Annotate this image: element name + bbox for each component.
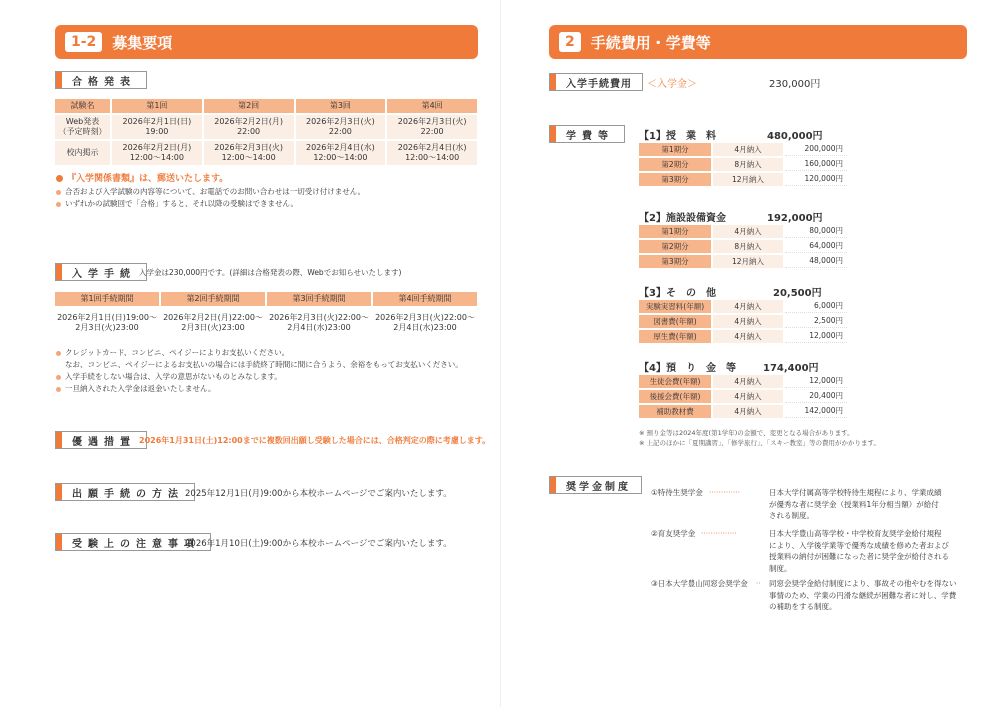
fee-amount: 120,000円 <box>785 173 847 186</box>
fee-amount: 64,000円 <box>785 240 847 253</box>
fee-month: 4月納入 <box>713 390 783 403</box>
fee-amount: 2,500円 <box>785 315 847 328</box>
heading-exam: 受験上の注意事項 <box>55 533 211 551</box>
cell-time: 12:00〜14:00 <box>221 153 276 162</box>
procedure-notes <box>56 347 486 395</box>
cell-start: 2026年2月2日(月)22:00〜 <box>163 313 263 322</box>
fee-amount: 20,400円 <box>785 390 847 403</box>
procedure-intro: 入学金は230,000円です。(詳細は合格発表の際、Webでお知らせいたします) <box>139 268 402 277</box>
fee-month: 4月納入 <box>713 405 783 418</box>
results-col-4: 第4回 <box>387 99 477 113</box>
desc-line: 日本大学付属高等学校特待生規程により、学業成績 <box>769 488 942 497</box>
table-row <box>639 255 847 268</box>
fee-group-title: 【1】授 業 料 <box>639 131 716 142</box>
note-item: 入学手続をしない場合は、入学の意思がないものとみなします。 <box>65 372 282 381</box>
fee-amount: 80,000円 <box>785 225 847 238</box>
row-label: 校内掲示 <box>66 148 99 157</box>
fee-table-facility <box>637 223 849 270</box>
heading-entry-fee: 入学手続費用 <box>549 73 643 91</box>
cell-time: 19:00 <box>145 127 169 136</box>
cell-date: 2026年2月2日(月) <box>122 143 192 152</box>
fee-note: ※ 預り金等は2024年度(第1学年)の金額で、変更となる場合があります。 <box>639 429 854 437</box>
procedure-col-1: 第1回手続期間 <box>55 292 159 306</box>
cell-time: 12:00〜14:00 <box>405 153 460 162</box>
results-col-2: 第2回 <box>204 99 294 113</box>
scholarship-name: ①特待生奨学金 <box>651 488 703 497</box>
table-row <box>639 315 847 328</box>
cell-time: 12:00〜14:00 <box>313 153 368 162</box>
banner-title: 手続費用・学費等 <box>590 33 711 52</box>
fee-item: 第3期分 <box>639 173 711 186</box>
fee-group-total: 174,400円 <box>763 363 819 374</box>
leader-dots: ·· <box>756 579 761 588</box>
cell-end: 2月4日(水)23:00 <box>393 323 457 332</box>
leader-dots: ··············· <box>701 529 737 538</box>
fee-amount: 6,000円 <box>785 300 847 313</box>
fee-month: 12月納入 <box>713 173 783 186</box>
row-sublabel: （予定時刻） <box>58 127 107 136</box>
fee-note: ※ 上記のほかに「夏期講習」、「修学旅行」、「スキー教室」等の費用がかかります。 <box>639 439 880 448</box>
bullet-icon <box>56 175 63 182</box>
fee-table-tuition <box>637 141 849 188</box>
desc-line: 制度。 <box>769 563 792 573</box>
cell-time: 12:00〜14:00 <box>129 153 184 162</box>
cell-time: 22:00 <box>420 127 444 136</box>
heading-apply: 出願手続の方法 <box>55 483 195 501</box>
fee-amount: 48,000円 <box>785 255 847 268</box>
fee-item: 後援会費(年額) <box>639 390 711 403</box>
fee-item: 補助教材費 <box>639 405 711 418</box>
desc-line: 同窓会奨学金給付制度により、事故その他やむを得ない <box>769 579 957 588</box>
scholarship-name: ③日本大学豊山同窓会奨学金 <box>651 579 748 588</box>
entry-amount: 230,000円 <box>769 79 821 90</box>
table-row <box>639 375 847 388</box>
cell-date: 2026年2月4日(水) <box>305 143 375 152</box>
heading-procedure: 入学手続 <box>55 263 147 281</box>
fee-month: 4月納入 <box>713 330 783 343</box>
heading-results: 合格発表 <box>55 71 147 89</box>
section-banner-fees <box>549 25 967 59</box>
heading-preference: 優遇措置 <box>55 431 147 449</box>
cell-end: 2月3日(火)23:00 <box>181 323 245 332</box>
fee-amount: 12,000円 <box>785 330 847 343</box>
section-banner-admission <box>55 25 478 59</box>
cell-start: 2026年2月1日(日)19:00〜 <box>57 313 157 322</box>
desc-line: により、入学後学業等で優秀な成績を修めた者および <box>769 540 949 550</box>
row-label: Web発表 <box>65 117 100 126</box>
fee-group-title: 【2】施設設備資金 <box>639 213 726 224</box>
fee-month: 4月納入 <box>713 225 783 238</box>
scholarship-desc <box>769 487 942 522</box>
fee-amount: 200,000円 <box>785 143 847 156</box>
entry-label: ＜入学金＞ <box>647 79 697 90</box>
note-item: なお、コンビニ、ペイジーによるお支払いの場合には手続終了時間に間に合うよう、余裕をもってお支払いください。 <box>65 360 463 369</box>
cell-date: 2026年2月3日(火) <box>305 117 375 126</box>
scholarship-desc <box>769 578 957 613</box>
fee-group-title: 【4】預 り 金 等 <box>639 363 736 374</box>
desc-line: 事情のため、学業の円滑な継続が困難な者に対し、学費 <box>769 590 957 600</box>
fee-amount: 12,000円 <box>785 375 847 388</box>
desc-line: される制度。 <box>769 511 814 521</box>
cell-end: 2月4日(水)23:00 <box>287 323 351 332</box>
results-notes <box>56 172 486 210</box>
fee-item: 実験実習料(年額) <box>639 300 711 313</box>
fee-item: 第1期分 <box>639 143 711 156</box>
cell-start: 2026年2月3日(火)22:00〜 <box>375 313 475 322</box>
fee-month: 4月納入 <box>713 315 783 328</box>
cell-end: 2月3日(火)23:00 <box>75 323 139 332</box>
cell-date: 2026年2月2日(月) <box>214 117 284 126</box>
desc-line: 授業料の納付が困難になった者に奨学金が給付される <box>769 552 949 562</box>
fee-group-title: 【3】そ の 他 <box>639 288 716 299</box>
cell-time: 22:00 <box>328 127 352 136</box>
table-row <box>639 330 847 343</box>
fee-item: 第2期分 <box>639 240 711 253</box>
procedure-col-2: 第2回手続期間 <box>161 292 265 306</box>
scholarship-name: ②育友奨学金 <box>651 529 696 538</box>
heading-scholarship: 奨学金制度 <box>549 476 642 494</box>
fee-month: 4月納入 <box>713 143 783 156</box>
cell-start: 2026年2月3日(火)22:00〜 <box>269 313 369 322</box>
fee-notes <box>639 428 880 449</box>
fee-table-other <box>637 298 849 345</box>
desc-line: が優秀な者に奨学金（授業料1年分相当額）が給付 <box>769 499 939 509</box>
cell-date: 2026年2月3日(火) <box>214 143 284 152</box>
procedure-col-3: 第3回手続期間 <box>267 292 371 306</box>
note-item: 一旦納入された入学金は返金いたしません。 <box>65 384 216 393</box>
table-row <box>639 240 847 253</box>
fee-month: 8月納入 <box>713 240 783 253</box>
table-row <box>639 143 847 156</box>
table-row <box>55 308 477 338</box>
note-item: 合否および入学試験の内容等について、お電話でのお問い合わせは一切受け付けません。 <box>65 187 366 197</box>
bullet-icon <box>56 387 61 392</box>
table-row <box>639 158 847 171</box>
preference-text: 2026年1月31日(土)12:00までに複数回出願し受験した場合には、合格判定の際に考慮します。 <box>139 436 491 445</box>
desc-line: の補助をする制度。 <box>769 602 837 612</box>
fee-amount: 142,000円 <box>785 405 847 418</box>
fee-item: 第3期分 <box>639 255 711 268</box>
cell-date: 2026年2月4日(水) <box>397 143 467 152</box>
fee-item: 厚生費(年額) <box>639 330 711 343</box>
note-item: クレジットカード、コンビニ、ペイジーによりお支払いください。 <box>65 348 290 357</box>
desc-line: 日本大学豊山高等学校・中学校育友奨学金給付規程 <box>769 529 942 538</box>
fee-month: 8月納入 <box>713 158 783 171</box>
fee-group-total: 480,000円 <box>767 131 823 142</box>
cell-time: 22:00 <box>237 127 261 136</box>
banner-number: 1-2 <box>65 32 102 52</box>
results-col-3: 第3回 <box>296 99 386 113</box>
fee-item: 第2期分 <box>639 158 711 171</box>
fee-item: 第1期分 <box>639 225 711 238</box>
fee-month: 4月納入 <box>713 375 783 388</box>
bullet-icon <box>56 351 61 356</box>
table-row <box>639 390 847 403</box>
scholarship-desc <box>769 528 949 575</box>
banner-number: 2 <box>559 32 581 52</box>
results-col-1: 第1回 <box>112 99 202 113</box>
table-row <box>55 115 477 139</box>
bullet-icon <box>56 375 61 380</box>
fee-month: 4月納入 <box>713 300 783 313</box>
procedure-col-4: 第4回手続期間 <box>373 292 477 306</box>
table-row <box>639 225 847 238</box>
leader-dots: ············· <box>709 488 740 497</box>
exam-text: 2026年1月10日(土)9:00から本校ホームページでご案内いたします。 <box>185 539 452 549</box>
fee-item: 図書費(年額) <box>639 315 711 328</box>
fee-month: 12月納入 <box>713 255 783 268</box>
procedure-table <box>53 290 479 340</box>
note-main: 『入学関係書類』は、郵送いたします。 <box>67 174 229 184</box>
right-page <box>500 0 1000 707</box>
fee-amount: 160,000円 <box>785 158 847 171</box>
table-row <box>639 405 847 418</box>
bullet-icon <box>56 190 61 195</box>
fee-group-total: 192,000円 <box>767 213 823 224</box>
table-row <box>639 300 847 313</box>
cell-date: 2026年2月1日(日) <box>122 117 192 126</box>
fee-table-deposit <box>637 373 849 420</box>
table-row <box>639 173 847 186</box>
apply-text: 2025年12月1日(月)9:00から本校ホームページでご案内いたします。 <box>185 489 452 499</box>
note-item: いずれかの試験回で「合格」すると、それ以降の受験はできません。 <box>65 199 298 209</box>
results-col-0: 試験名 <box>55 99 110 113</box>
table-row <box>55 141 477 165</box>
banner-title: 募集要項 <box>112 33 173 52</box>
cell-date: 2026年2月3日(火) <box>397 117 467 126</box>
fee-item: 生徒会費(年額) <box>639 375 711 388</box>
heading-tuition: 学費等 <box>549 125 625 143</box>
fee-group-total: 20,500円 <box>773 288 822 299</box>
bullet-icon <box>56 202 61 207</box>
results-table <box>53 97 479 167</box>
